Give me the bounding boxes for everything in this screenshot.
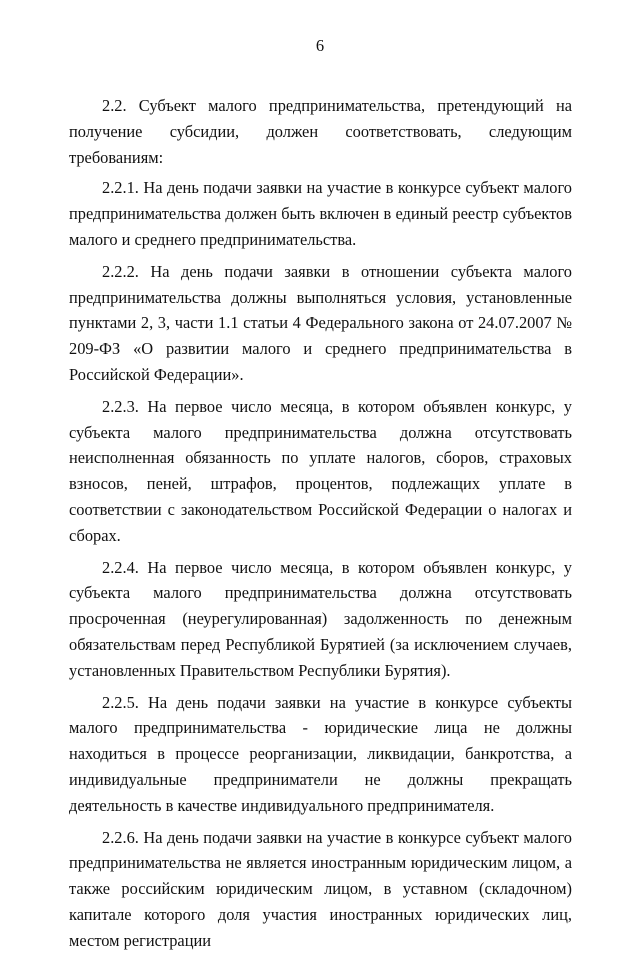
paragraph-2-2-5: 2.2.5. На день подачи заявки на участие в конкурсе субъекты малого предпринимательства - юридические лица не должны находиться в процессе реорганизации, ликвидации, банкротства, а индивидуальные предприниматели не должны прекращать деятельность в качестве индивидуального предпринимателя. xyxy=(69,692,572,815)
paragraph-2-2-2: 2.2.2. На день подачи заявки в отношении субъекта малого предпринимательства должны выполняться условия, установленные пунктами 2, 3, части 1.1 статьи 4 Федерального закона от 24.07.2007 № 209-ФЗ «О развитии малого и среднего предпринимательства в Российской Федерации». xyxy=(69,261,572,384)
paragraph-2-2: 2.2. Субъект малого предпринимательства, претендующий на получение субсидии, должен соответствовать, следующим требованиям: xyxy=(69,96,572,167)
document-body xyxy=(69,93,572,960)
paragraph-2-2-1: 2.2.1. На день подачи заявки на участие в конкурсе субъект малого предпринимательства должен быть включен в единый реестр субъектов малого и среднего предпринимательства. xyxy=(69,178,572,249)
paragraph-2-2-3: 2.2.3. На первое число месяца, в котором объявлен конкурс, у субъекта малого предпринимательства должна отсутствовать неисполненная обязанность по уплате налогов, сборов, страховых взносов, пеней, штрафов, процентов, подлежащих уплате в соответствии с законодательством Российской Федерации о налогах и сборах. xyxy=(69,396,572,545)
paragraph-2-2-4: 2.2.4. На первое число месяца, в котором объявлен конкурс, у субъекта малого предпринимательства должна отсутствовать просроченная (неурегулированная) задолженность по денежным обязательствам перед Республикой Бурятией (за исключением случаев, установленных Правительством Республики Бурятия). xyxy=(69,557,572,680)
page-number: 6 xyxy=(315,36,325,55)
paragraph-2-2-6: 2.2.6. На день подачи заявки на участие в конкурсе субъект малого предпринимательства не является иностранным юридическим лицом, а также российским юридическим лицом, в уставном (складочном) капитале которого доля участия иностранных юридических лиц, местом регистрации xyxy=(69,827,572,950)
